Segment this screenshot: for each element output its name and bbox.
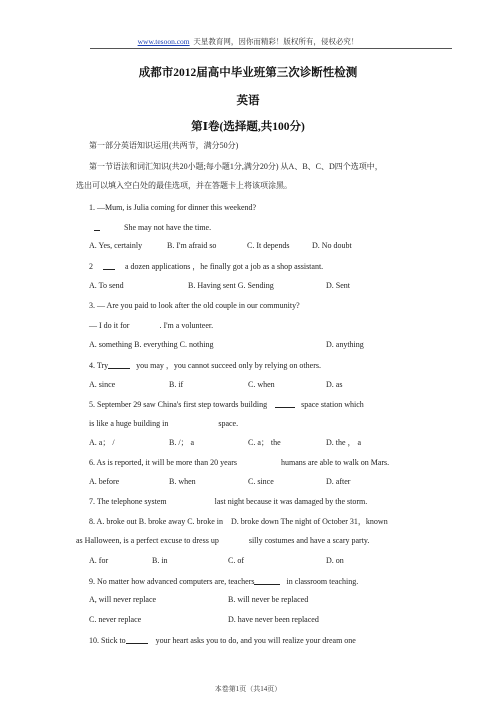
question-5-stem — [89, 398, 364, 411]
question-8-text-a: 8. A. broke out B. broke away C. broke in — [89, 517, 223, 526]
question-5-text-c: is like a huge building in — [89, 419, 169, 428]
question-1-response — [94, 221, 211, 234]
question-5-text-d: space. — [218, 419, 239, 428]
blank — [254, 575, 280, 585]
question-1-options — [89, 240, 352, 252]
question-7-text-b: last night because it was damaged by the storm. — [214, 497, 368, 506]
option-a[interactable]: A. for — [89, 556, 109, 565]
option-a[interactable]: A. before — [89, 477, 120, 486]
question-7-stem — [89, 496, 367, 508]
option-abc[interactable]: A. something B. everything C. nothing — [89, 340, 214, 349]
question-6-text-a: 6. As is reported, it will be more than 20 years — [89, 458, 237, 467]
option-b[interactable]: B. if — [169, 380, 184, 389]
blank — [108, 359, 130, 369]
option-a[interactable]: A. a； / — [89, 438, 115, 447]
question-4-text-b: you may ，you cannot succeed only by relying on others. — [136, 361, 321, 370]
question-3-text-a: — I do it for — [89, 321, 130, 330]
question-number: 2 — [89, 262, 93, 271]
option-a[interactable]: A. Yes, certainly — [89, 241, 143, 250]
blank — [275, 398, 295, 408]
option-d[interactable]: D. on — [326, 556, 344, 565]
option-a[interactable]: A. To send — [89, 281, 124, 290]
option-a[interactable]: A, will never replace — [89, 595, 157, 604]
option-b[interactable]: B. I'm afraid so — [167, 241, 217, 250]
page-footer: 本卷第1页（共14页） — [214, 685, 282, 693]
question-8-stem — [89, 516, 388, 528]
blank — [126, 634, 148, 644]
header-divider — [90, 48, 452, 49]
option-b[interactable]: B. when — [169, 477, 196, 486]
question-8-text-b: D. broke down The night of October 31，known — [230, 517, 388, 526]
instructions-line-2: 选出可以填入空白处的最佳选项，并在答题卡上将该项涂黑。 — [76, 181, 292, 190]
question-3-response — [89, 320, 213, 332]
question-9-text-a: 9. No matter how advanced computers are, teachers — [89, 577, 255, 586]
option-d[interactable]: D. anything — [326, 340, 364, 349]
question-8-options — [89, 555, 344, 567]
question-7-text-a: 7. The telephone system — [89, 497, 167, 506]
option-d[interactable]: D. Sent — [326, 281, 350, 290]
option-c[interactable]: C. a； the — [248, 438, 281, 447]
option-c[interactable]: C. when — [248, 380, 275, 389]
question-4-text-a: 4. Try — [89, 361, 109, 370]
option-d[interactable]: D. the ， a — [326, 438, 362, 447]
option-b[interactable]: B. /； a — [169, 438, 195, 447]
option-b[interactable]: B. will never be replaced — [228, 595, 309, 604]
question-5-stem-2 — [89, 418, 238, 430]
question-6-options — [89, 476, 350, 488]
option-d[interactable]: D. after — [326, 477, 351, 486]
question-6-text-b: humans are able to walk on Mars. — [280, 458, 390, 467]
header-site-link[interactable]: www.tesoon.com — [137, 37, 190, 46]
option-c[interactable]: C. never replace — [89, 615, 142, 624]
blank — [103, 260, 115, 270]
question-8-text-d: silly costumes and have a scary party. — [248, 536, 370, 545]
option-d[interactable]: D. as — [326, 380, 343, 389]
question-6-stem — [89, 457, 389, 469]
question-3-text-b: . I'm a volunteer. — [159, 321, 214, 330]
question-3-options — [89, 339, 364, 351]
question-9-text-b: in classroom teaching. — [286, 577, 359, 586]
option-c[interactable]: C. of — [228, 556, 244, 565]
question-9-stem — [89, 575, 358, 588]
question-10-stem — [89, 634, 356, 647]
question-2-text: a dozen applications ，he finally got a job as a shop assistant. — [125, 262, 324, 271]
question-5-text-a: 5. September 29 saw China's first step towards building — [89, 400, 268, 409]
page-header — [0, 36, 496, 47]
blank — [94, 221, 100, 231]
question-5-options — [89, 437, 361, 449]
option-c[interactable]: C. since — [248, 477, 274, 486]
option-bc[interactable]: B. Having sent G. Sending — [188, 281, 274, 290]
section-title: 第Ⅰ卷(选择题,共100分) — [191, 121, 305, 133]
question-8-stem-2 — [76, 535, 369, 547]
question-2-options — [89, 280, 350, 292]
header-tagline: 天星教育网，因你而精彩！版权所有，侵权必究！ — [193, 37, 359, 46]
question-4-options — [89, 379, 342, 391]
option-d[interactable]: D. No doubt — [312, 241, 352, 250]
option-d[interactable]: D. have never been replaced — [228, 615, 319, 624]
question-9-options-1 — [89, 594, 308, 606]
question-10-text-a: 10. Stick to — [89, 636, 126, 645]
exam-title: 成都市2012届高中毕业班第三次诊断性检测 — [138, 67, 358, 79]
question-1-stem: 1. —Mum, is Julia coming for dinner this weekend? — [89, 203, 257, 212]
subject-title: 英语 — [236, 95, 260, 107]
part-heading: 第一部分英语知识运用(共两节，满分50分) — [89, 141, 239, 150]
question-4-stem — [89, 359, 321, 372]
question-2-stem — [89, 260, 323, 273]
option-c[interactable]: C. It depends — [247, 241, 290, 250]
question-3-stem: 3. — Are you paid to look after the old couple in our community? — [89, 301, 300, 310]
question-9-options-2 — [89, 614, 319, 626]
option-b[interactable]: B. in — [152, 556, 168, 565]
option-a[interactable]: A. since — [89, 380, 116, 389]
instructions-line-1: 第一节语法和词汇知识(共20小题;每小题1分,满分20分) 从A、B、C、D四个选项中， — [89, 162, 383, 171]
question-5-text-b: space station which — [301, 400, 364, 409]
question-1-text: She may not have the time. — [124, 223, 212, 232]
question-8-text-c: as Halloween, is a perfect excuse to dress up — [76, 536, 219, 545]
question-10-text-b: your heart asks you to do, and you will realize your dream one — [155, 636, 356, 645]
